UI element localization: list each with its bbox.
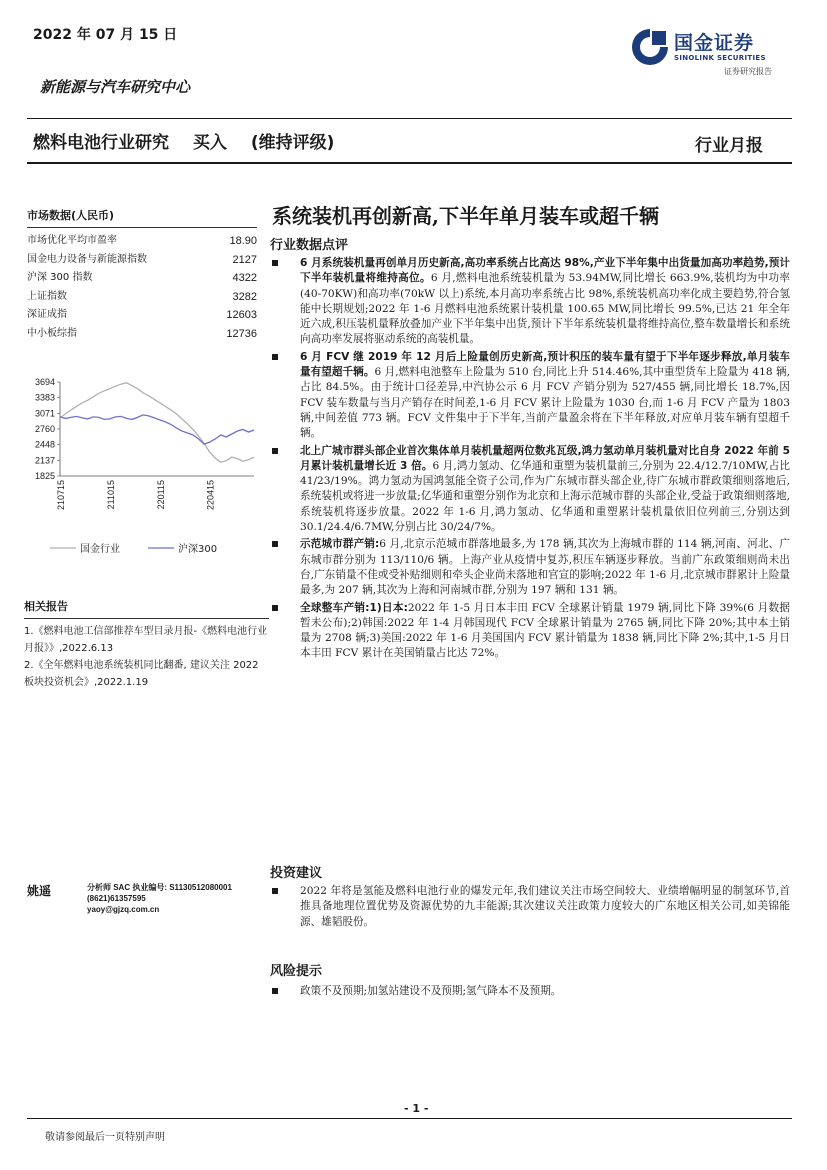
industry-title-line — [33, 128, 352, 153]
advice-text: 2022 年将是氢能及燃料电池行业的爆发元年,我们建议关注市场空间较大、业绩增幅明显的制氢环节,首推具备地理位置优势及资源优势的九丰能源;其次建议关注政策力度较大的广东地区相关公司,如美锦能源、雄韬股份。 — [300, 885, 790, 928]
industry-name: 燃料电池行业研究 — [33, 133, 169, 153]
index-trend-chart — [22, 370, 262, 560]
rating-note: (维持评级) — [250, 133, 335, 153]
market-value: 2127 — [232, 253, 257, 266]
point-text: 6 月,鸿力氢动、亿华通和重塑为装机量前三,分别为 22.4/12.7/10MW,占比 41/23/19%。鸿力氢动为国鸿氢能全资子公司,作为广东城市群头部企业,待广东城市群政策细则落地后,系统装机或将进一步放量;亿华通和重塑分别作为北京和上海示范城市群的头部企业,受益于政策细则落地,系统装机将逐步放量。2022 年 1-6 月,鸿力氢动、亿华通和重塑累计装机量依旧位列前三,分别达到 30.1/24.4/6.7MW,分别占比 30/24/7%。 — [300, 459, 790, 534]
header-divider-top — [27, 118, 792, 119]
bullet-square-icon — [272, 988, 278, 994]
market-value: 3282 — [232, 290, 257, 303]
market-row — [27, 306, 257, 325]
header-divider-bottom — [27, 162, 792, 164]
bullet-square-icon — [272, 354, 278, 360]
related-reports-panel — [24, 598, 269, 691]
market-value: 18.90 — [229, 235, 257, 247]
y-tick-label: 2760 — [34, 423, 55, 434]
analyst-phone: (8621)61357595 — [87, 894, 146, 903]
analyst-sac-id: 分析师 SAC 执业编号: S1130512080001 — [87, 883, 232, 892]
market-label: 上证指数 — [27, 290, 67, 302]
market-label: 市场优化平均市盈率 — [27, 235, 117, 246]
point-text: 6 月,燃料电池整车上险量为 510 台,同比上升 514.46%,其中重型货车上险量为 418 辆,占比 84.5%。由于统计口径差异,中汽协公示 6 月 FCV 产销分别为 527/455 辆,同比增长 18.7%,因 FCV 装车数量与当月产销存在时间差,1-6 月 FCV 累计上险量为 1030 台,而 1-6 月 FCV 产量为 1803 辆,中间差值 773 辆。FCV 文件集中于下半年,当前产量盈余将在下半年释放,对应单月装车辆有望超千辆。 — [300, 366, 790, 440]
market-label: 国金电力设备与新能源指数 — [27, 253, 147, 265]
list-item — [270, 984, 790, 999]
y-tick-label: 2137 — [34, 455, 55, 466]
related-report-item[interactable]: 1.《燃料电池工信部推荐车型目录月报-《燃料电池行业月报》》,2022.6.13 — [24, 626, 268, 654]
point-text: 2022 年 1-5 月日本丰田 FCV 全球累计销量 1979 辆,同比下降 39%(6 月数据暂未公布);2)韩国:2022 年 1-4 月韩国现代 FCV 全球累计销量为 2765 辆,同比下降 20%;其中本土销量为 2708 辆;3)美国:2022 年 1-6 月美国国内 FCV 累计销量为 1838 辆,同比下降 2%;其中,1-5 月日本丰田 FCV 累计在美国销量占比达 72%。 — [300, 601, 790, 660]
point-text: 6 月,北京示范城市群落地最多,为 178 辆,其次为上海城市群的 114 辆,河南、河北、广东城市群分别为 113/110/6 辆。上海产业从疫情中复苏,积压车辆逐步释放。当前广东政策细则尚未出台,广东销量不佳或受补贴细则和牵头企业尚未落地和官宣的影响;2022 年 1-6 月,北京城市群累计上险量最多,为 207 辆,其次为上海和河南城市群,分别为 197 辆和 131 辆。 — [300, 538, 790, 597]
analyst-contact — [87, 882, 232, 915]
related-reports-title: 相关报告 — [24, 598, 269, 619]
bullet-square-icon — [272, 541, 278, 547]
section-title-data-review: 行业数据点评 — [270, 238, 349, 253]
market-row — [27, 269, 257, 288]
x-tick-label: 220415 — [205, 480, 216, 511]
legend-label: 沪深300 — [178, 544, 218, 555]
point-lead: 全球整车产销:1)日本: — [300, 601, 408, 614]
bullet-square-icon — [272, 888, 278, 894]
series-line-hs300 — [60, 415, 254, 444]
analyst-name: 姚遥 — [27, 884, 52, 898]
sinolink-logo-icon — [630, 26, 670, 68]
market-row — [27, 251, 257, 270]
market-row — [27, 288, 257, 307]
report-type: 行业月报 — [695, 136, 763, 156]
risk-section — [270, 984, 790, 1001]
list-item — [270, 884, 790, 930]
page-number: - 1 - — [404, 1102, 429, 1115]
data-review-section — [270, 256, 790, 664]
y-tick-label: 3071 — [34, 408, 55, 419]
bullet-square-icon — [272, 448, 278, 454]
list-item — [270, 256, 790, 348]
x-tick-label: 220115 — [155, 480, 166, 510]
market-data-title: 市场数据(人民币) — [27, 207, 257, 228]
series-line-industry — [60, 383, 254, 463]
point-lead: 北上广城市群头部企业首次集体单月装机量超两位数兆瓦级,鸿力氢动单月装机量对比自身 2022 年前 5 月累计装机量增长近 3 倍。 — [300, 444, 790, 472]
market-row — [27, 325, 257, 344]
disclaimer-note: 敬请参阅最后一页特别声明 — [45, 1132, 165, 1143]
list-item — [270, 601, 790, 662]
report-category-tag: 证券研究报告 — [724, 67, 772, 76]
market-value: 12736 — [226, 327, 257, 340]
y-tick-label: 3383 — [34, 392, 55, 403]
y-tick-label: 3694 — [34, 377, 55, 387]
list-item — [270, 537, 790, 598]
report-headline: 系统装机再创新高,下半年单月装车或超千辆 — [272, 204, 659, 228]
market-label: 深证成指 — [27, 309, 67, 320]
market-label: 沪深 300 指数 — [27, 272, 93, 283]
legend-label: 国金行业 — [80, 544, 120, 555]
list-item — [270, 350, 790, 442]
rating: 买入 — [192, 133, 227, 153]
related-report-item[interactable]: 2.《全年燃料电池系统装机同比翻番, 建议关注 2022 板块投资机会》,2022.1.19 — [24, 660, 259, 688]
market-value: 12603 — [226, 309, 257, 321]
point-lead: 示范城市群产销: — [300, 538, 380, 551]
analyst-block — [27, 880, 267, 920]
logo-text-cn: 国金证券 — [674, 32, 755, 54]
risk-text: 政策不及预期;加氢站建设不及预期;氢气降本不及预期。 — [300, 985, 562, 997]
bullet-square-icon — [272, 605, 278, 611]
logo-text-en: SINOLINK SECURITIES — [674, 54, 766, 62]
section-title-investment-advice: 投资建议 — [270, 866, 323, 881]
y-tick-label: 2448 — [34, 439, 55, 450]
y-tick-label: 1825 — [34, 471, 55, 481]
point-lead: 6 月系统装机量再创单月历史新高,高功率系统占比高达 98%,产业下半年集中出货量加高功率趋势,预计下半年装机量将维持高位。 — [300, 257, 790, 285]
x-tick-label: 211015 — [105, 480, 116, 510]
analyst-email[interactable]: yaoy@gjzq.com.cn — [87, 905, 160, 914]
footer-divider — [27, 1118, 792, 1119]
point-text: 6 月,燃料电池系统装机量为 53.94MW,同比增长 663.9%,装机均为中功率(40-70KW)和高功率(70kW 以上)系统,本月高功率系统占比 98%,系统装机高功率化成主要趋势,符合氢能中长期规划;2022 年 1-6 月燃料电池系统累计装机量 100.65 MW,同比增长 99.5%,已达 21 年全年近六成,积压装机量释放叠加产业下半年集中出货,预计下半年系统装机量将维持高位,整车数量增长和系统向高功率发展将驱动系统的高装机量。 — [300, 272, 790, 346]
report-date: 2022 年 07 月 15 日 — [33, 27, 178, 43]
market-value: 4322 — [232, 272, 257, 284]
research-center-name: 新能源与汽车研究中心 — [40, 78, 191, 96]
point-lead: 6 月 FCV 继 2019 年 12 月后上险量创历史新高,预计积压的装车量有望于下半年逐步释放,单月装车量有望超千辆。 — [300, 350, 790, 379]
investment-advice-section — [270, 884, 790, 932]
bullet-square-icon — [272, 260, 278, 266]
x-tick-label: 210715 — [56, 480, 66, 511]
company-logo — [630, 26, 800, 78]
section-title-risk: 风险提示 — [270, 964, 323, 979]
list-item — [270, 444, 790, 536]
market-label: 中小板综指 — [27, 327, 77, 339]
market-row — [27, 232, 257, 251]
market-data-panel — [27, 207, 257, 343]
